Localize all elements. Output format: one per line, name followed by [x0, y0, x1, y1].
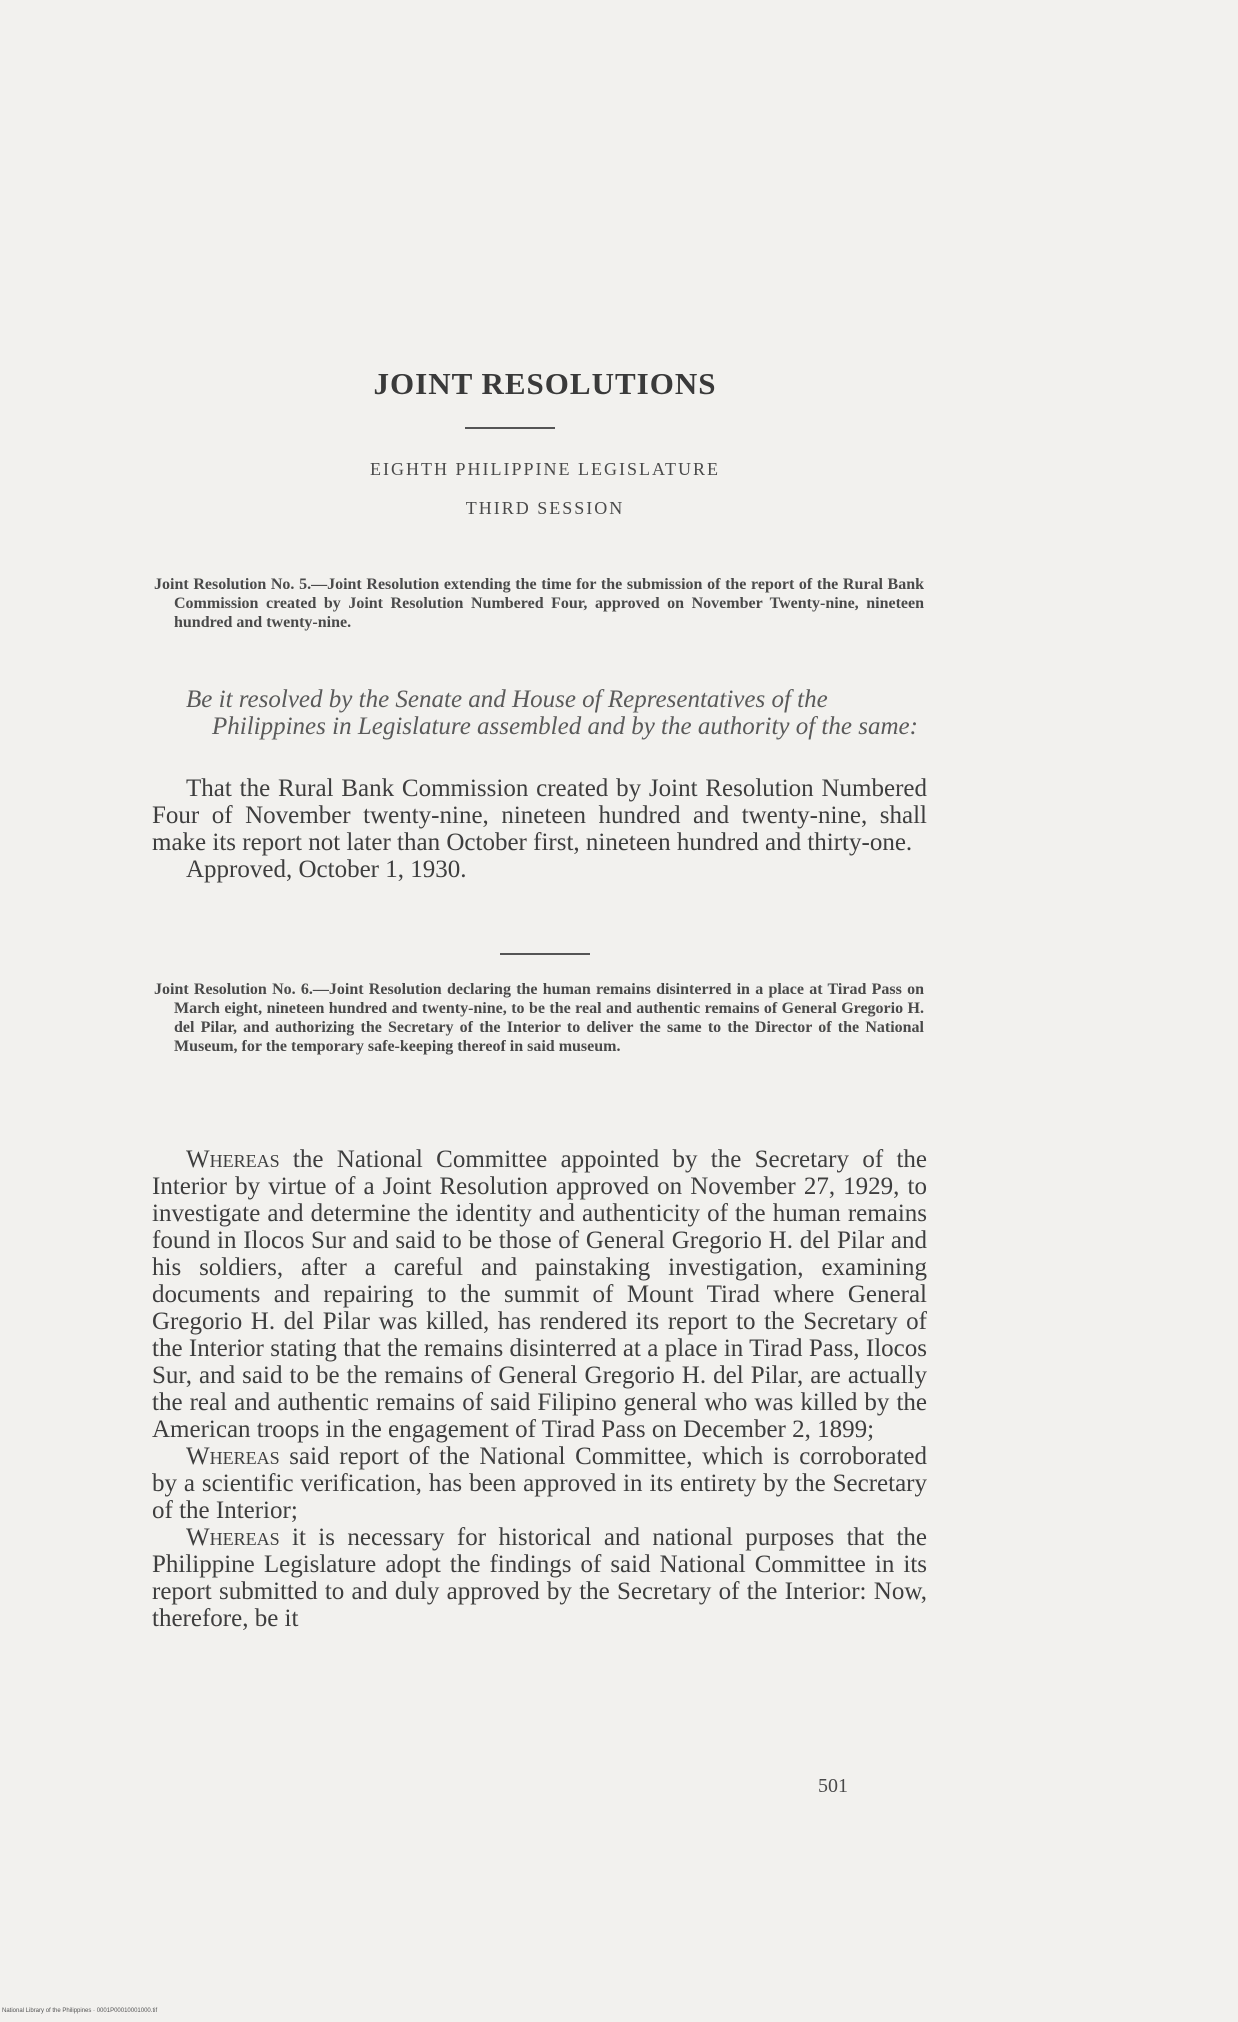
page-title: JOINT RESOLUTIONS — [373, 366, 717, 401]
resolution-5-enacting-clause: Be it resolved by the Senate and House of Representatives of the Philippines in Legislature assembled and by the authority of the same: — [186, 686, 918, 740]
title-divider — [465, 427, 555, 429]
whereas-clause-2 — [152, 1443, 927, 1524]
whereas-word: Whereas — [186, 1443, 280, 1470]
whereas-2-text: said report of the National Committee, which is corroborated by a scientific verification, has been approved in its entirety by the Secretary of the Interior; — [152, 1443, 927, 1524]
resolution-5-text: That the Rural Bank Commission created by Joint Resolution Numbered Four of November twenty-nine, nineteen hundred and twenty-nine, shall make its report not later than October first, nineteen hundred and thirty-one. — [152, 775, 927, 856]
whereas-clause-3 — [152, 1524, 927, 1632]
page-number: 501 — [818, 1775, 848, 1797]
session-heading: THIRD SESSION — [465, 498, 625, 518]
legislature-heading: EIGHTH PHILIPPINE LEGISLATURE — [370, 459, 720, 479]
section-divider — [500, 953, 590, 955]
resolution-5-approved: Approved, October 1, 1930. — [186, 856, 467, 883]
resolution-6-summary: Joint Resolution No. 6.—Joint Resolution declaring the human remains disinterred in a place at Tirad Pass on March eight, nineteen hundred and twenty-nine, to be the real and authentic remains of General Gregorio H. del Pilar, and authorizing the Secretary of the Interior to deliver the same to the Director of the National Museum, for the temporary safe-keeping thereof in said museum. — [154, 981, 924, 1055]
whereas-word: Whereas — [186, 1524, 280, 1551]
resolution-5-summary: Joint Resolution No. 5.—Joint Resolution extending the time for the submission of the report of the Rural Bank Commission created by Joint Resolution Numbered Four, approved on November Twenty-nine, nineteen hundred and twenty-nine. — [154, 576, 924, 631]
resolution-5-body — [152, 775, 927, 883]
resolution-6-body — [152, 1146, 927, 1632]
whereas-word: Whereas — [186, 1146, 280, 1173]
whereas-1-text: the National Committee appointed by the Secretary of the Interior by virtue of a Joint Resolution approved on November 27, 1929, to investigate and determine the identity and authenticity of the human remains found in Ilocos Sur and said to be those of General Gregorio H. del Pilar and his soldiers, after a careful and painstaking investigation, examining documents and repairing to the summit of Mount Tirad where General Gregorio H. del Pilar was killed, has rendered its report to the Secretary of the Interior stating that the remains disinterred at a place in Tirad Pass, Ilocos Sur, and said to be the remains of General Gregorio H. del Pilar, are actually the real and authentic remains of said Filipino general who was killed by the American troops in the engagement of Tirad Pass on December 2, 1899; — [152, 1146, 927, 1443]
scan-footer: National Library of the Philippines · 0001P00010001000.tif — [2, 2008, 158, 2014]
whereas-3-text: it is necessary for historical and national purposes that the Philippine Legislature adopt the findings of said National Committee in its report submitted to and duly approved by the Secretary of the Interior: Now, therefore, be it — [152, 1524, 927, 1632]
whereas-clause-1 — [152, 1146, 927, 1443]
